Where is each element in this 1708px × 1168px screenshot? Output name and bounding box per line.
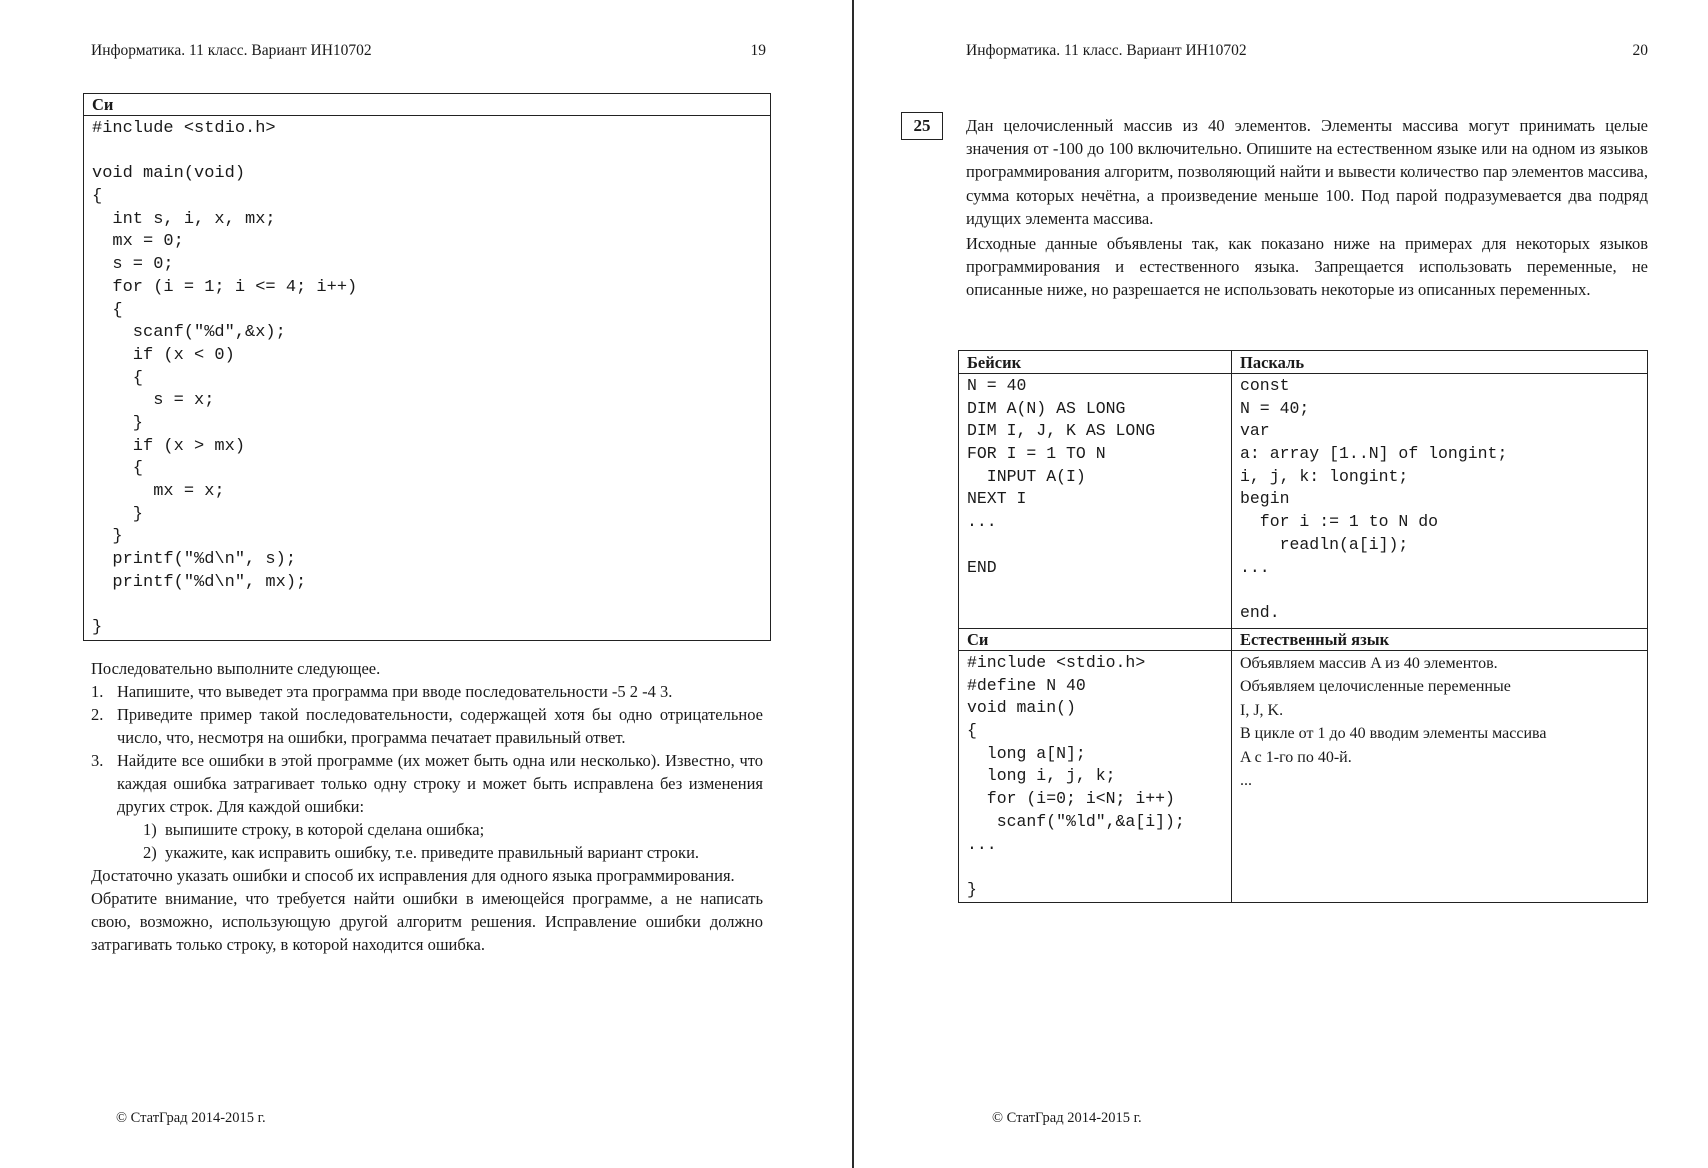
task-statement	[966, 114, 1648, 304]
text-line: I, J, K.	[1240, 701, 1284, 719]
code-line: INPUT A(I)	[967, 466, 1086, 486]
text-line: Объявляем массив A из 40 элементов.	[1240, 655, 1498, 672]
right-header-title: Информатика. 11 класс. Вариант ИН10702	[966, 42, 1247, 59]
text-line: В цикле от 1 до 40 вводим элементы массива	[1240, 725, 1547, 743]
code-line: {	[967, 721, 977, 741]
code-line: N = 40	[967, 376, 1027, 395]
pascal-cell	[1232, 351, 1647, 628]
sub-list-item	[143, 818, 763, 841]
code-line: }	[967, 879, 977, 899]
code-line: void main(void)	[92, 164, 246, 184]
sub-item-text: выпишите строку, в которой сделана ошибка;	[165, 820, 485, 839]
code-line: int s, i, x, mx;	[92, 209, 276, 229]
code-line: long i, j, k;	[967, 766, 1116, 786]
c-code-box	[83, 93, 771, 641]
code-line: ...	[967, 834, 997, 854]
code-line: FOR I = 1 TO N	[967, 444, 1106, 464]
list-item	[91, 749, 763, 818]
task-paragraph: Дан целочисленный массив из 40 элементов. Элементы массива могут принимать целые значения от -100 до 100 включительно. Опишите на естественном языке или на одном из языков программирования алгоритм, позволяющий найти и вывести количество пар элементов массива, сумма которых нечётна, а произведение меньше 100. Под парой подразумевается два подряд идущих элемента массива.	[966, 116, 1648, 228]
code-line: }	[92, 527, 123, 547]
natural-language-text	[1232, 651, 1647, 792]
code-line: end.	[1240, 602, 1280, 622]
code-line: s = 0;	[92, 255, 174, 275]
code-line: }	[92, 618, 103, 638]
list-item-text: Напишите, что выведет эта программа при вводе последовательности -5 2 -4 3.	[117, 682, 673, 701]
left-page-number: 19	[750, 42, 766, 59]
list-item-text: Приведите пример такой последовательности, содержащей хотя бы одно отрицательное число, что, несмотря на ошибки, программа печатает правильный ответ.	[117, 705, 763, 747]
code-line: mx = x;	[92, 482, 225, 501]
instructions-intro: Последовательно выполните следующее.	[91, 659, 381, 678]
c-heading: Си	[959, 628, 1231, 651]
basic-code	[959, 374, 1231, 579]
code-line: const	[1240, 376, 1290, 395]
sub-list	[91, 818, 763, 864]
pascal-code	[1232, 374, 1647, 625]
code-line: readln(a[i]);	[1240, 534, 1409, 554]
code-line: N = 40;	[1240, 398, 1310, 418]
list-item	[91, 680, 763, 703]
code-line: for (i = 1; i <= 4; i++)	[92, 277, 358, 297]
code-line: ...	[1240, 557, 1270, 577]
code-line: #define N 40	[967, 675, 1086, 695]
code-line: i, j, k: longint;	[1240, 466, 1409, 486]
code-line: #include <stdio.h>	[967, 653, 1146, 672]
note-paragraph: Достаточно указать ошибки и способ их исправления для одного языка программирования.	[91, 866, 735, 885]
code-line: {	[92, 368, 144, 388]
code-line: #include <stdio.h>	[92, 119, 276, 138]
right-footer: © СтатГрад 2014-2015 г.	[992, 1110, 1142, 1126]
code-line: {	[92, 300, 123, 320]
sub-item-number: 2)	[143, 843, 157, 862]
basic-heading: Бейсик	[959, 351, 1231, 374]
list-item	[91, 703, 763, 749]
sub-item-text: укажите, как исправить ошибку, т.е. приведите правильный вариант строки.	[165, 843, 700, 862]
code-line: printf("%d\n", s);	[92, 550, 297, 570]
code-line: {	[92, 459, 144, 479]
code-line	[967, 856, 1231, 879]
code-line: DIM A(N) AS LONG	[967, 398, 1126, 418]
page-divider	[852, 0, 854, 1168]
code-line: a: array [1..N] of longint;	[1240, 444, 1508, 464]
natural-language-cell	[1232, 628, 1647, 902]
code-line: DIM I, J, K AS LONG	[967, 421, 1156, 441]
code-line: void main()	[967, 698, 1076, 718]
pascal-heading: Паскаль	[1232, 351, 1647, 374]
right-page	[855, 0, 1708, 1168]
code-line	[1240, 579, 1647, 602]
code-line: for (i=0; i<N; i++)	[967, 789, 1175, 809]
left-header-title: Информатика. 11 класс. Вариант ИН10702	[91, 42, 372, 59]
task-paragraph: Исходные данные объявлены так, как показано ниже на примерах для некоторых языков программирования и естественного языка. Запрещается использовать переменные, не описанные ниже, но разрешается не использовать некоторые из описанных переменных.	[966, 234, 1648, 300]
list-item-number: 2.	[91, 705, 104, 724]
code-line: END	[967, 557, 997, 577]
code-line: long a[N];	[967, 743, 1086, 763]
c-cell	[959, 628, 1232, 902]
instructions-list	[91, 680, 763, 956]
code-line: begin	[1240, 489, 1290, 509]
code-box-heading: Си	[84, 94, 770, 116]
code-line: scanf("%ld",&a[i]);	[967, 811, 1185, 831]
sub-item-number: 1)	[143, 820, 157, 839]
language-declarations-table	[958, 350, 1648, 903]
code-line: }	[92, 504, 144, 524]
code-line	[92, 594, 770, 617]
c-code	[959, 651, 1231, 902]
left-footer: © СтатГрад 2014-2015 г.	[116, 1110, 266, 1126]
table-row	[959, 351, 1647, 629]
list-item-text: Найдите все ошибки в этой программе (их может быть одна или несколько). Известно, что каждая ошибка затрагивает только одну строку и может быть исправлена без изменения других строк. Для каждой ошибки:	[117, 751, 763, 816]
code-line: NEXT I	[967, 489, 1027, 509]
code-line: {	[92, 187, 103, 207]
code-line: printf("%d\n", mx);	[92, 572, 307, 592]
text-line: Объявляем целочисленные переменные	[1240, 678, 1511, 696]
code-lines	[84, 116, 770, 640]
basic-cell	[959, 351, 1232, 628]
text-line: A с 1-го по 40-й.	[1240, 748, 1352, 766]
sub-list-item	[143, 841, 763, 864]
right-page-number: 20	[1632, 42, 1648, 59]
code-line	[92, 141, 770, 164]
code-line: s = x;	[92, 391, 215, 411]
attention-paragraph: Обратите внимание, что требуется найти ошибки в имеющейся программе, а не написать свою, возможно, использующую другой алгоритм решения. Исправление ошибки должно затрагивать только строку, в которой находится ошибка.	[91, 889, 763, 954]
code-line: }	[92, 413, 144, 433]
natural-language-heading: Естественный язык	[1232, 628, 1647, 651]
code-line: if (x > mx)	[92, 436, 246, 456]
code-line: for i := 1 to N do	[1240, 512, 1439, 532]
code-line: scanf("%d",&x);	[92, 323, 286, 343]
text-line: ...	[1240, 772, 1252, 790]
task-number-badge: 25	[901, 112, 943, 140]
list-item-number: 1.	[91, 682, 104, 701]
list-item-number: 3.	[91, 751, 104, 770]
code-line: var	[1240, 421, 1270, 441]
table-row	[959, 628, 1647, 902]
code-line: ...	[967, 512, 997, 532]
code-line: mx = 0;	[92, 232, 184, 252]
code-line	[967, 534, 1231, 557]
code-line: if (x < 0)	[92, 345, 235, 365]
